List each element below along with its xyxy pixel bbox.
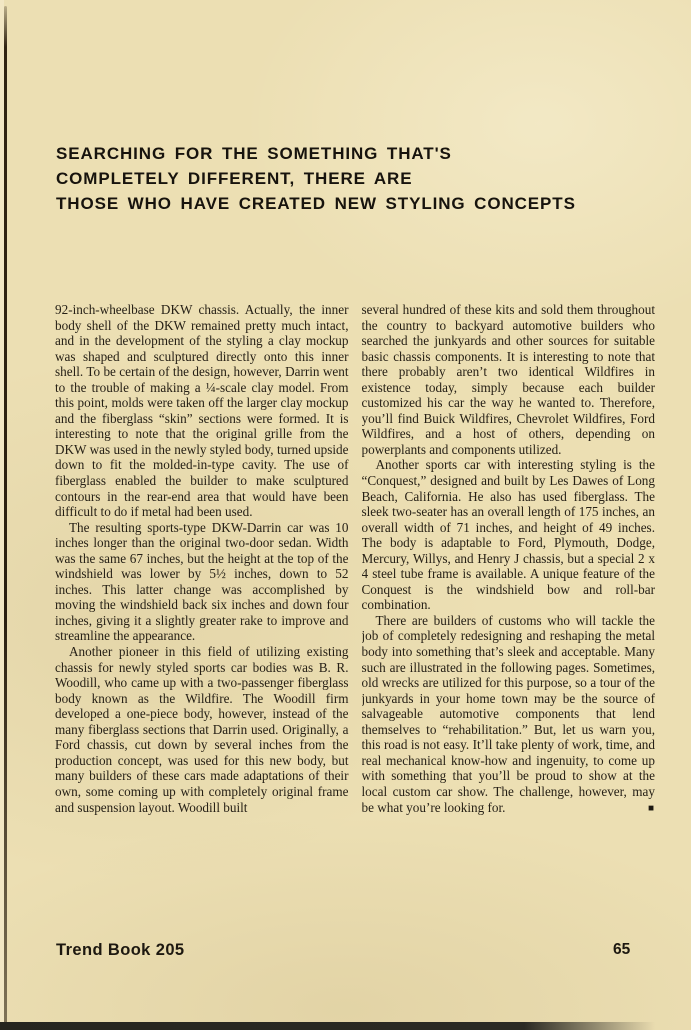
right-column: [362, 302, 656, 924]
spine-shadow-line: [4, 6, 7, 1030]
paragraph: [362, 613, 656, 815]
paragraph: 92-inch-wheelbase DKW chassis. Actually, the inner body shell of the DKW remained pretty much intact, and in the development of the styling a clay mockup was shaped and sculptured directly onto this inner shell. To be certain of the design, however, Darrin went to the trouble of making a ¼-scale clay model. From this point, molds were taken off the larger clay mockup and the fiberglass “skin” sections were formed. It is interesting to note that the original grille from the DKW was used in the newly styled body, turned upside down to fit the molded-in-type cavity. The use of fiberglass enabled the builder to make sculptured contours in the rear-end area that would have been difficult to do if metal had been used.: [55, 302, 349, 520]
left-column: [55, 302, 349, 924]
paragraph: several hundred of these kits and sold them throughout the country to backyard automotive builders who searched the junkyards and other sources for suitable basic chassis components. It is interesting to note that there probably aren’t two identical Wildfires in existence today, simply because each builder customized his car the way he wanted to. Therefore, you’ll find Buick Wildfires, Chevrolet Wildfires, Ford Wildfires, and a host of others, depending on powerplants and components utilized.: [361, 302, 655, 457]
headline-line-2: COMPLETELY DIFFERENT, THERE ARE: [56, 169, 413, 188]
headline-line-1: SEARCHING FOR THE SOMETHING THAT'S: [56, 144, 452, 163]
paragraph: Another pioneer in this field of utilizing existing chassis for newly styled sports car bodies was B. R. Woodill, who came up with a two-passenger fiberglass body known as the Wildfire. The Woodill firm developed a one-piece body, however, instead of the many fiberglass sections that Darrin used. Originally, a Ford chassis, cut down by several inches from the production concept, was used for this new body, but many builders of these cars made adaptations of their own, some coming up with completely original frame and suspension layout. Woodill built: [55, 644, 349, 815]
scan-edge-band: [0, 1022, 655, 1030]
end-of-article-square-icon: ■: [647, 803, 654, 815]
article-headline: [56, 141, 656, 216]
paragraph-text: There are builders of customs who will tackle the job of completely redesigning and reshaping the metal body into something that’s sleek and acceptable. Many such are illustrated in the following pages. Sometimes, old wrecks are utilized for this purpose, so a tour of the junkyards in your home town may be the source of salvageable automotive components that lend themselves to “rehabilitation.” But, let us warn you, this road is not easy. It’ll take plenty of work, time, and real mechanical know-how and ingenuity, to come up with something that you’ll be proud to show at the local custom car show. The challenge, however, may be what you’re looking for.: [361, 612, 655, 815]
footer-book-title: Trend Book 205: [56, 941, 185, 959]
paragraph: Another sports car with interesting styling is the “Conquest,” designed and built by Les Dawes of Long Beach, California. He also has used fiberglass. The sleek two-seater has an overall length of 175 inches, an overall width of 71 inches, and height of 49 inches. The body is adaptable to Ford, Plymouth, Dodge, Mercury, Willys, and Henry J chassis, but a special 2 x 4 steel tube frame is available. A unique feature of the Conquest is the windshield bow and roll-bar combination.: [361, 457, 655, 613]
article-body: [55, 302, 655, 924]
headline-line-3: THOSE WHO HAVE CREATED NEW STYLING CONCEPTS: [56, 194, 576, 213]
paragraph: The resulting sports-type DKW-Darrin car was 10 inches longer than the original two-door sedan. Width was the same 67 inches, but the height at the top of the windshield was lower by 5½ inches, down to 52 inches. This latter change was accomplished by moving the windshield back six inches and down four inches, giving it a slightly greater rake to improve and streamline the appearance.: [55, 519, 349, 644]
footer-page-number: 65: [613, 941, 631, 958]
